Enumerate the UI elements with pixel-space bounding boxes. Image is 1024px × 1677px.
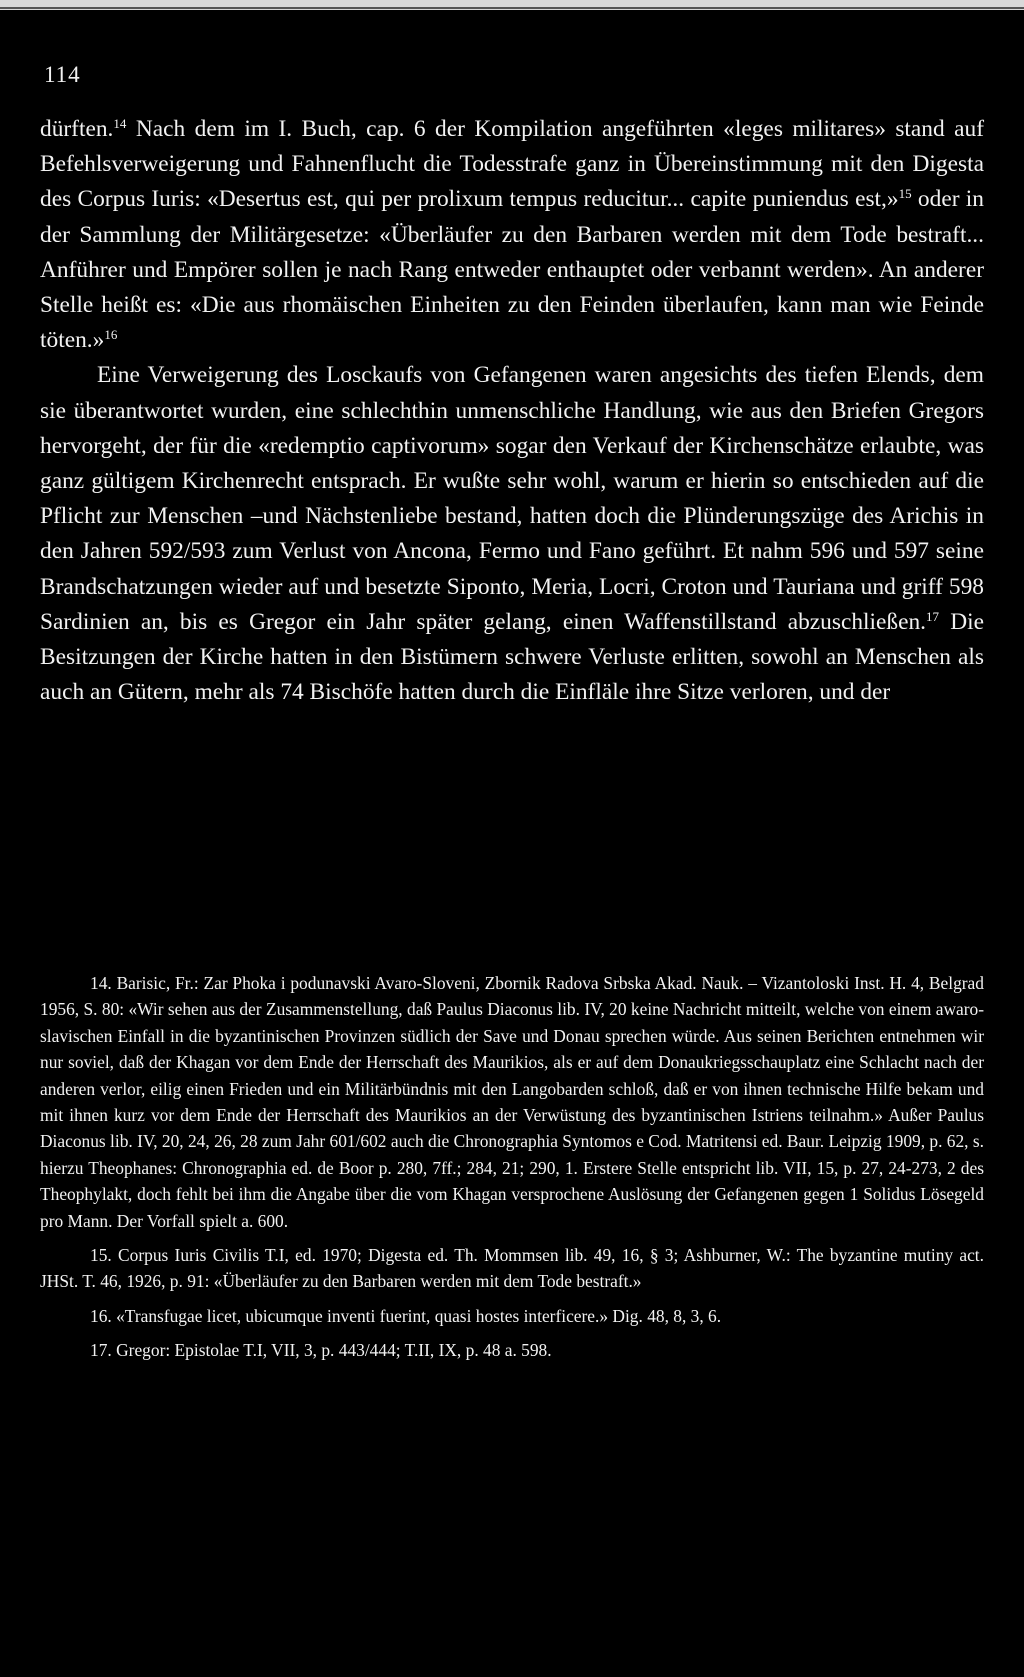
text-run: dürften. — [40, 116, 114, 142]
footnote-number: 16. — [90, 1305, 112, 1326]
footnote-number: 14. — [90, 973, 112, 993]
footnote-text: Barisic, Fr.: Zar Phoka i podunavski Avaro-Sloveni, Zbornik Radova Srbska Akad. Nauk. – Vizantoloski Inst. H. 4, Belgrad 1956, S. 80: «Wir sehen aus der Zusammenstellung, daß Paulus Diaconus lib. IV, 20 keine Nachricht mitteilt, welche von einem awaro-slavischen Einfall in die byzantinischen Provinzen südlich der Save und Donau sprechen würde. Aus seinen Berichten entnehmen wir nur soviel, daß der Khagan vor dem Ende der Herrschaft des Maurikios, als er auf dem Donaukriegsschauplatz eine Schlacht nach der anderen verlor, eilig einen Frieden und ein Militärbündnis mit den Langobarden schloß, daß er von ihnen technische Hilfe bekam und mit ihnen kurz vor dem Ende der Herrschaft des Maurikios an der Verwüstung des byzantinischen Istriens teilnahm.» Außer Paulus Diaconus lib. IV, 20, 24, 26, 28 zum Jahr 601/602 auch die Chronographia Syntomos e Cod. Matritensi ed. Baur. Leipzig 1909, p. 62, s. hierzu Theophanes: Chronographia ed. de Boor p. 280, 7ff.; 284, 21; 290, 1. Erstere Stelle entspricht lib. VII, 15, p. 27, 24-273, 2 des Theophylakt, doch fehlt bei ihm die Angabe über die vom Khagan versprochene Auslösung der Gefangenen gegen 1 Solidus Lösegeld pro Mann. Der Vorfall spielt a. 600. — [40, 973, 984, 1231]
top-edge-rule — [0, 0, 1024, 10]
text-run: Nach dem im I. Buch, cap. 6 der Kompilation angeführten «leges militares» stand auf Befehlsverweigerung und Fahnenflucht die Todesstrafe ganz in Übereinstimmung mit den Digesta des Corpus Iuris: «Desertus est, qui per prolixum tempus reducitur... capite puniendus est,» — [40, 116, 984, 213]
footnote-number: 17. — [90, 1340, 112, 1361]
footnote-ref-14: 14 — [113, 116, 127, 131]
text-run: Die Besitzungen der Kirche hatten in den Bistümern schwere Verluste erlitten, sowohl an Menschen als auch an Gütern, mehr als 74 Bischöfe hatten durch die Einfläle ihre Sitze verloren, und der — [40, 608, 984, 706]
footnote-text: Corpus Iuris Civilis T.I, ed. 1970; Digesta ed. Th. Mommsen lib. 49, 16, § 3; Ashburner, W.: The byzantine mutiny act. JHSt. T. 46, 1926, p. 91: «Überläufer zu den Barbaren werden mit dem Tode bestraft.» — [40, 1245, 984, 1292]
text-run: Eine Verweigerung des Losckaufs von Gefangenen waren angesichts des tiefen Elends, dem sie überantwortet wurden, eine schlechthin unmenschliche Handlung, wie aus den Briefen Gregors hervorgeht, der für die «redemptio captivorum» sogar den Verkauf der Kirchenschätze erlaubte, was ganz gültigem Kirchenrecht entsprach. Er wußte sehr wohl, warum er hierin so entschieden auf die Pflicht zur Menschen –und Nächstenliebe bestand, hatten doch die Plünderungszüge des Arichis in den Jahren 592/593 zum Verlust von Ancona, Fermo und Fano geführt. Et nahm 596 und 597 seine Brandschatzungen wieder auf und besetzte Siponto, Meria, Locri, Croton und Tauriana und griff 598 Sardinien an, bis es Gregor ein Jahr später gelang, einen Waffenstillstand abzuschließen. — [40, 362, 984, 635]
footnote-text: Gregor: Epistolae T.I, VII, 3, p. 443/444; T.II, IX, p. 48 a. 598. — [116, 1340, 552, 1361]
page-number: 114 — [44, 62, 81, 87]
footnote-ref-17: 17 — [926, 608, 940, 624]
footnote-16 — [40, 1303, 984, 1329]
footnote-number: 15. — [90, 1245, 112, 1266]
paragraph-2 — [40, 358, 984, 710]
main-text — [40, 112, 984, 710]
text-run: oder in der Sammlung der Militärgesetze: «Überläufer zu den Barbaren werden mit dem Tode bestraft... Anführer und Empörer sollen je nach Rang entweder enthauptet oder verbannt werden». An anderer Stelle heißt es: «Die aus rhomäischen Einheiten zu den Feinden überlaufen, kann man wie Feinde töten.» — [40, 186, 985, 354]
footnote-17 — [40, 1337, 984, 1363]
paragraph-1 — [40, 112, 984, 358]
footnotes — [40, 970, 984, 1372]
footnote-ref-15: 15 — [898, 186, 912, 202]
footnote-text: «Transfugae licet, ubicumque inventi fuerint, quasi hostes interficere.» Dig. 48, 8, 3, 6. — [116, 1305, 722, 1326]
footnote-14 — [40, 970, 984, 1234]
footnote-15 — [40, 1242, 984, 1295]
footnote-ref-16: 16 — [104, 327, 118, 343]
